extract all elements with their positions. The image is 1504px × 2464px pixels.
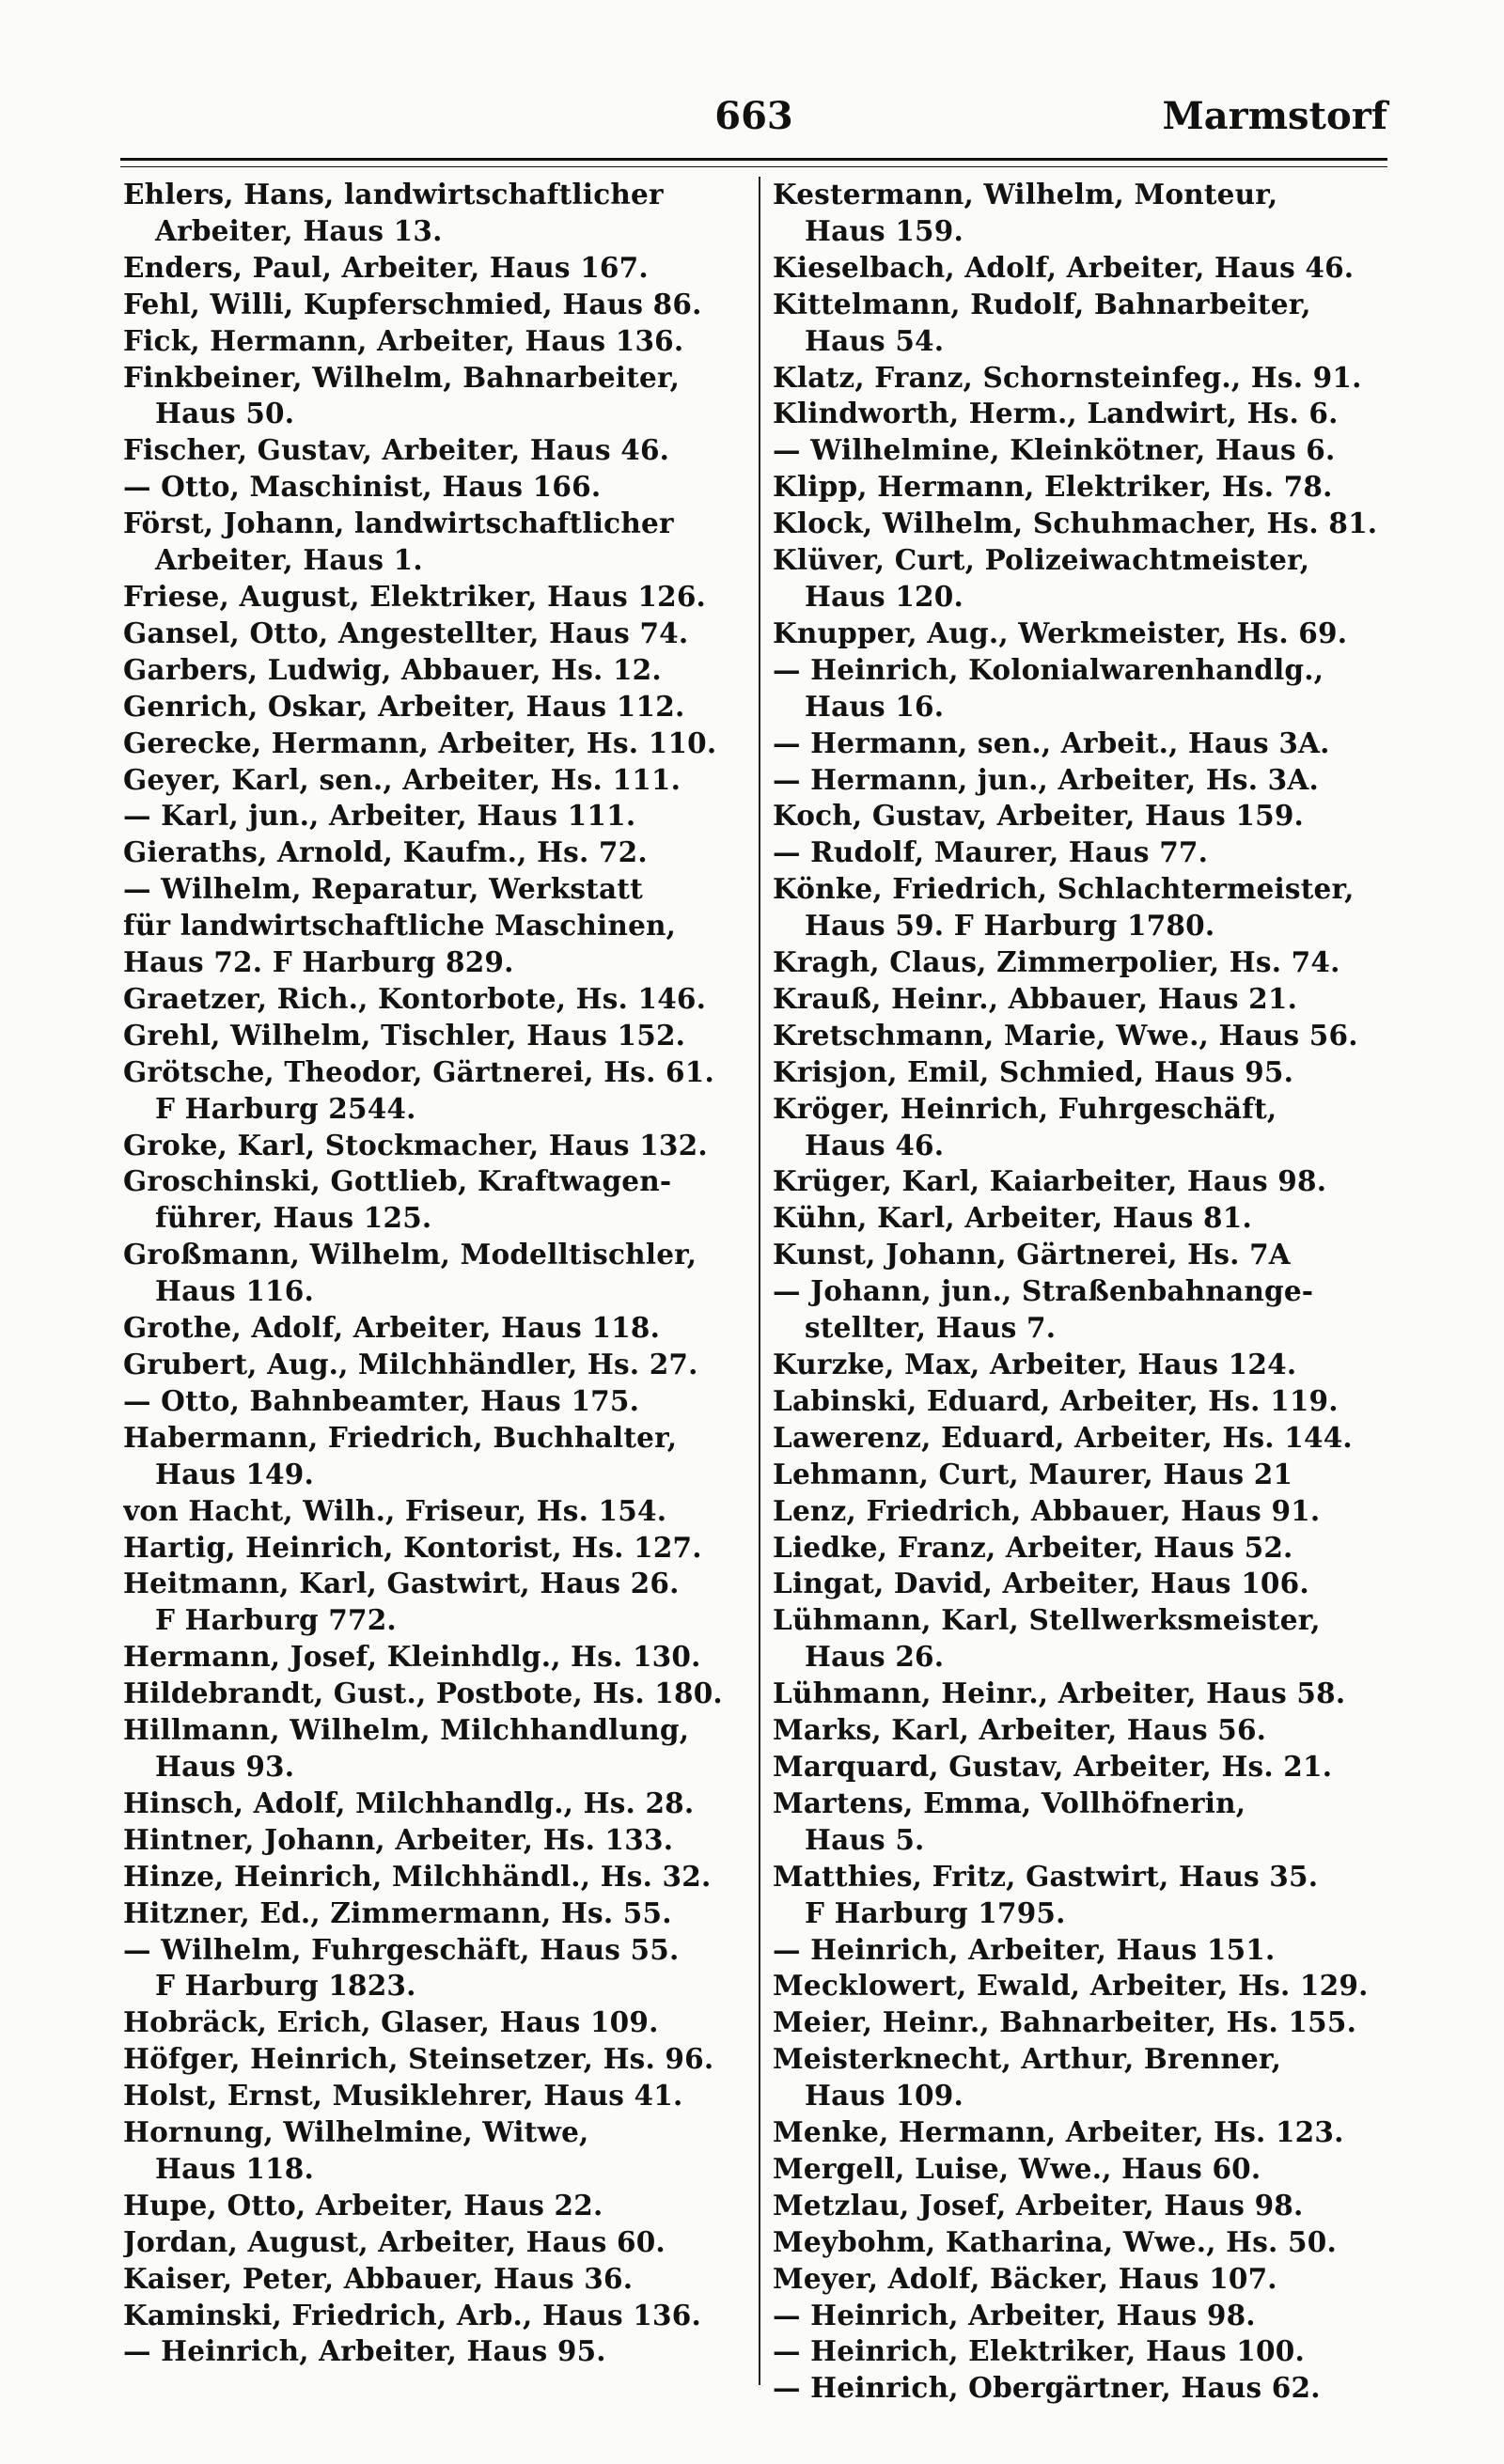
directory-entry-line: Klock, Wilhelm, Schuhmacher, Hs. 81. <box>773 507 1378 540</box>
directory-entry-line: Haus 5. <box>805 1822 925 1856</box>
directory-entry-line: Habermann, Friedrich, Buchhalter, <box>123 1420 678 1454</box>
directory-entry-line: Labinski, Eduard, Arbeiter, Hs. 119. <box>773 1383 1339 1417</box>
right-column <box>773 177 1393 2432</box>
directory-entry-line: Haus 54. <box>805 323 945 357</box>
directory-entry-line: Kestermann, Wilhelm, Monteur, <box>773 178 1278 211</box>
directory-entry-line: Hornung, Wilhelmine, Witwe, <box>123 2115 589 2149</box>
directory-entry-line: Kühn, Karl, Arbeiter, Haus 81. <box>773 1201 1252 1235</box>
directory-entry-line: Meybohm, Katharina, Wwe., Hs. 50. <box>773 2224 1337 2258</box>
directory-entry-line: Jordan, August, Arbeiter, Haus 60. <box>123 2224 666 2258</box>
directory-entry-line: Holst, Ernst, Musiklehrer, Haus 41. <box>123 2079 683 2113</box>
directory-entry-line: Haus 93. <box>155 1749 295 1783</box>
directory-entry-line: — Wilhelm, Reparatur, Werkstatt <box>123 872 643 906</box>
directory-entry-line: F Harburg 1823. <box>155 1969 416 2003</box>
directory-entry-line: Haus 46. <box>805 1128 945 1162</box>
directory-entry-line: Metzlau, Josef, Arbeiter, Haus 98. <box>773 2188 1304 2222</box>
directory-entry-line: Kaminski, Friedrich, Arb., Haus 136. <box>123 2298 701 2331</box>
directory-entry-line: Genrich, Oskar, Arbeiter, Haus 112. <box>123 689 685 723</box>
directory-entry-line: Enders, Paul, Arbeiter, Haus 167. <box>123 250 649 284</box>
directory-entry-line: F Harburg 772. <box>155 1603 397 1637</box>
directory-entry-line: Haus 118. <box>155 2151 314 2185</box>
directory-entry-line: Klüver, Curt, Polizeiwachtmeister, <box>773 543 1310 577</box>
directory-entry-line: Finkbeiner, Wilhelm, Bahnarbeiter, <box>123 360 681 394</box>
directory-entry-line: stellter, Haus 7. <box>805 1311 1057 1345</box>
directory-entry-line: Kittelmann, Rudolf, Bahnarbeiter, <box>773 287 1311 320</box>
directory-entry-line: Först, Johann, landwirtschaftlicher <box>123 507 674 540</box>
directory-entry-line: von Hacht, Wilh., Friseur, Hs. 154. <box>123 1493 667 1527</box>
directory-entry-line: Kretschmann, Marie, Wwe., Haus 56. <box>773 1018 1358 1052</box>
directory-entry-line: — Otto, Bahnbeamter, Haus 175. <box>123 1383 640 1417</box>
directory-entry-line: Arbeiter, Haus 1. <box>155 543 423 577</box>
running-head-place: Marmstorf <box>1162 94 1387 138</box>
directory-entry-line: Haus 72. F Harburg 829. <box>123 945 514 979</box>
directory-entry-line: Lawerenz, Eduard, Arbeiter, Hs. 144. <box>773 1420 1353 1454</box>
directory-entry-line: Großmann, Wilhelm, Modelltischler, <box>123 1238 697 1271</box>
directory-entry-line: Friese, August, Elektriker, Haus 126. <box>123 579 707 613</box>
directory-entry-line: Haus 116. <box>155 1274 314 1308</box>
directory-entry-line: Menke, Hermann, Arbeiter, Hs. 123. <box>773 2115 1344 2149</box>
directory-entry-line: Lühmann, Heinr., Arbeiter, Haus 58. <box>773 1676 1346 1710</box>
directory-entry-line: Meisterknecht, Arthur, Brenner, <box>773 2042 1282 2076</box>
directory-entry-line: Fick, Hermann, Arbeiter, Haus 136. <box>123 323 684 357</box>
directory-entry-line: — Heinrich, Kolonialwarenhandlg., <box>773 652 1324 686</box>
directory-entry-line: Haus 149. <box>155 1457 314 1490</box>
directory-entry-line: Lehmann, Curt, Maurer, Haus 21 <box>773 1457 1293 1490</box>
directory-entry-line: Könke, Friedrich, Schlachtermeister, <box>773 872 1355 906</box>
directory-entry-line: Graetzer, Rich., Kontorbote, Hs. 146. <box>123 981 707 1015</box>
directory-entry-line: Heitmann, Karl, Gastwirt, Haus 26. <box>123 1567 680 1600</box>
directory-entry-line: Hinze, Heinrich, Milchhändl., Hs. 32. <box>123 1859 712 1893</box>
directory-entry-line: Hildebrandt, Gust., Postbote, Hs. 180. <box>123 1676 723 1710</box>
directory-entry-line: Lühmann, Karl, Stellwerksmeister, <box>773 1603 1321 1637</box>
directory-entry-line: Hillmann, Wilhelm, Milchhandlung, <box>123 1713 690 1747</box>
directory-entry-line: Liedke, Franz, Arbeiter, Haus 52. <box>773 1530 1293 1564</box>
directory-entry-line: Gieraths, Arnold, Kaufm., Hs. 72. <box>123 835 648 869</box>
directory-entry-line: Hermann, Josef, Kleinhdlg., Hs. 130. <box>123 1640 701 1674</box>
directory-entry-line: Mergell, Luise, Wwe., Haus 60. <box>773 2151 1261 2185</box>
directory-entry-line: für landwirtschaftliche Maschinen, <box>123 909 677 943</box>
left-column <box>123 177 759 2432</box>
directory-entry-line: — Karl, jun., Arbeiter, Haus 111. <box>123 799 636 833</box>
directory-entry-line: Hartig, Heinrich, Kontorist, Hs. 127. <box>123 1530 702 1564</box>
directory-entry-line: Kragh, Claus, Zimmerpolier, Hs. 74. <box>773 945 1340 979</box>
directory-entry-line: — Heinrich, Elektriker, Haus 100. <box>773 2334 1305 2368</box>
directory-entry-line: — Wilhelmine, Kleinkötner, Haus 6. <box>773 433 1336 467</box>
directory-entry-line: Hobräck, Erich, Glaser, Haus 109. <box>123 2005 659 2039</box>
directory-entry-line: Gansel, Otto, Angestellter, Haus 74. <box>123 616 689 649</box>
directory-entry-line: Krisjon, Emil, Schmied, Haus 95. <box>773 1054 1294 1088</box>
directory-entry-line: führer, Haus 125. <box>155 1201 432 1235</box>
directory-entry-line: Klatz, Franz, Schornsteinfeg., Hs. 91. <box>773 360 1362 394</box>
directory-entry-line: Matthies, Fritz, Gastwirt, Haus 35. <box>773 1859 1319 1893</box>
directory-entry-line: Krauß, Heinr., Abbauer, Haus 21. <box>773 981 1298 1015</box>
directory-entry-line: Hitzner, Ed., Zimmermann, Hs. 55. <box>123 1895 672 1929</box>
directory-entry-line: Hinsch, Adolf, Milchhandlg., Hs. 28. <box>123 1786 695 1819</box>
directory-entry-line: Groschinski, Gottlieb, Kraftwagen- <box>123 1164 672 1198</box>
directory-entry-line: — Johann, jun., Straßenbahnange- <box>773 1274 1314 1308</box>
directory-entry-line: F Harburg 1795. <box>805 1895 1066 1929</box>
directory-entry-line: Ehlers, Hans, landwirtschaftlicher <box>123 178 664 211</box>
page-header <box>120 94 1387 150</box>
directory-entry-line: — Wilhelm, Fuhrgeschäft, Haus 55. <box>123 1932 680 1966</box>
directory-entry-line: Koch, Gustav, Arbeiter, Haus 159. <box>773 799 1305 833</box>
directory-entry-line: — Heinrich, Arbeiter, Haus 151. <box>773 1932 1276 1966</box>
directory-entry-line: Meyer, Adolf, Bäcker, Haus 107. <box>773 2261 1277 2295</box>
directory-entry-line: Grehl, Wilhelm, Tischler, Haus 152. <box>123 1018 686 1052</box>
directory-entry-line: Hupe, Otto, Arbeiter, Haus 22. <box>123 2188 603 2222</box>
directory-entry-line: Grothe, Adolf, Arbeiter, Haus 118. <box>123 1311 661 1345</box>
directory-entry-line: Fischer, Gustav, Arbeiter, Haus 46. <box>123 433 670 467</box>
directory-entry-line: — Hermann, sen., Arbeit., Haus 3A. <box>773 725 1330 759</box>
directory-entry-line: — Rudolf, Maurer, Haus 77. <box>773 835 1209 869</box>
directory-entry-line: Höfger, Heinrich, Steinsetzer, Hs. 96. <box>123 2042 714 2076</box>
directory-entry-line: — Heinrich, Arbeiter, Haus 95. <box>123 2334 606 2368</box>
directory-entry-line: Krüger, Karl, Kaiarbeiter, Haus 98. <box>773 1164 1327 1198</box>
directory-entry-line: Marquard, Gustav, Arbeiter, Hs. 21. <box>773 1749 1333 1783</box>
directory-entry-line: Haus 16. <box>805 689 945 723</box>
directory-entry-line: Meier, Heinr., Bahnarbeiter, Hs. 155. <box>773 2005 1357 2039</box>
directory-entry-line: Haus 159. <box>805 213 964 247</box>
directory-entry-line: Kieselbach, Adolf, Arbeiter, Haus 46. <box>773 250 1355 284</box>
directory-entry-line: Kunst, Johann, Gärtnerei, Hs. 7A <box>773 1238 1291 1271</box>
directory-entry-line: Knupper, Aug., Werkmeister, Hs. 69. <box>773 616 1348 649</box>
directory-entry-line: — Otto, Maschinist, Haus 166. <box>123 470 602 504</box>
directory-entry-line: Lingat, David, Arbeiter, Haus 106. <box>773 1567 1309 1600</box>
directory-entry-line: Grubert, Aug., Milchhändler, Hs. 27. <box>123 1348 698 1380</box>
header-rule <box>120 158 1387 167</box>
directory-entry-line: — Hermann, jun., Arbeiter, Hs. 3A. <box>773 762 1319 796</box>
directory-entry-line: — Heinrich, Arbeiter, Haus 98. <box>773 2298 1256 2331</box>
directory-entry-line: Haus 59. F Harburg 1780. <box>805 909 1215 943</box>
directory-entry-line: Klindworth, Herm., Landwirt, Hs. 6. <box>773 397 1339 430</box>
directory-entry-line: Arbeiter, Haus 13. <box>155 213 443 247</box>
directory-entry-line: Martens, Emma, Vollhöfnerin, <box>773 1786 1246 1819</box>
directory-entry-line: Haus 109. <box>805 2079 964 2113</box>
directory-entry-line: F Harburg 2544. <box>155 1091 416 1125</box>
directory-entry-line: Lenz, Friedrich, Abbauer, Haus 91. <box>773 1493 1321 1527</box>
directory-entry-line: Groke, Karl, Stockmacher, Haus 132. <box>123 1128 708 1162</box>
page-number: 663 <box>714 94 793 138</box>
directory-entry-line: Kröger, Heinrich, Fuhrgeschäft, <box>773 1091 1277 1125</box>
directory-entry-line: Garbers, Ludwig, Abbauer, Hs. 12. <box>123 652 662 686</box>
directory-entry-line: Haus 26. <box>805 1640 945 1674</box>
directory-entry-line: Grötsche, Theodor, Gärtnerei, Hs. 61. <box>123 1054 714 1088</box>
directory-entry-line: — Heinrich, Obergärtner, Haus 62. <box>773 2371 1321 2405</box>
directory-entry-line: Gerecke, Hermann, Arbeiter, Hs. 110. <box>123 725 717 759</box>
directory-entry-line: Klipp, Hermann, Elektriker, Hs. 78. <box>773 470 1333 504</box>
column-divider <box>759 177 760 2385</box>
directory-entry-line: Kurzke, Max, Arbeiter, Haus 124. <box>773 1348 1297 1380</box>
directory-entry-line: Marks, Karl, Arbeiter, Haus 56. <box>773 1713 1267 1747</box>
directory-entry-line: Fehl, Willi, Kupferschmied, Haus 86. <box>123 287 702 320</box>
directory-entry-line: Haus 50. <box>155 397 295 430</box>
directory-entry-line: Hintner, Johann, Arbeiter, Hs. 133. <box>123 1822 674 1856</box>
directory-entry-line: Haus 120. <box>805 579 964 613</box>
directory-entry-line: Kaiser, Peter, Abbauer, Haus 36. <box>123 2261 634 2295</box>
directory-entry-line: Geyer, Karl, sen., Arbeiter, Hs. 111. <box>123 762 682 796</box>
directory-entry-line: Mecklowert, Ewald, Arbeiter, Hs. 129. <box>773 1969 1369 2003</box>
